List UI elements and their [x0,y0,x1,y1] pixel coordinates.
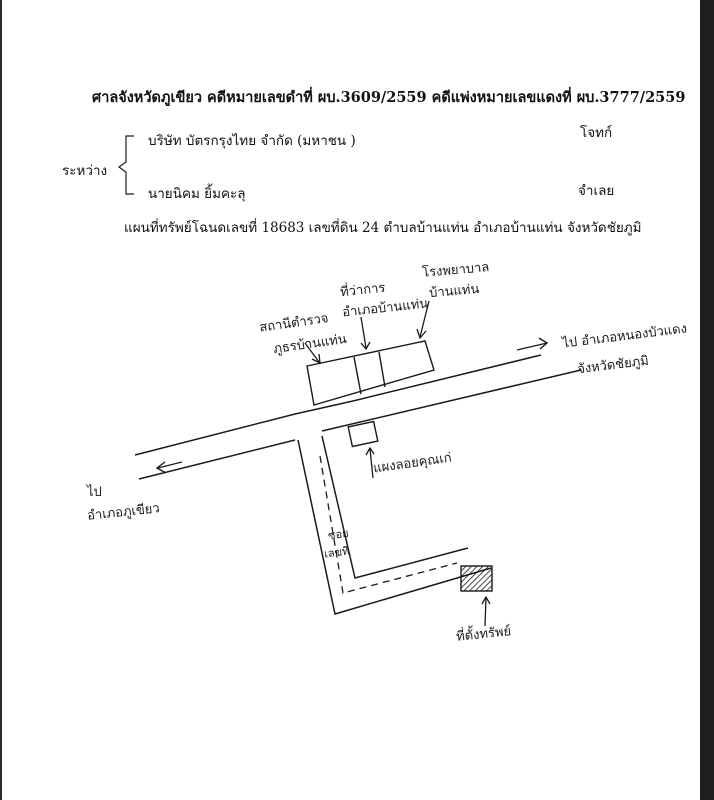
label-police-line2: ภูธรบ้านแท่น [272,331,348,358]
document-page [2,0,700,800]
property-box [461,566,492,591]
defendant-name: นายนิคม ยิ้มคะลุ [148,186,246,202]
label-to-right-line1: ไป อำเภอหนองบัวแดง [561,321,688,352]
label-to-left-line2: อำเภอภูเขียว [86,501,161,524]
between-label: ระหว่าง [62,163,108,179]
arrow-right [517,338,547,350]
label-soi-line1: ซอย [327,526,350,543]
plaintiff-role: โจทก์ [580,125,613,141]
label-district-line2: อำเภอบ้านแท่น [341,296,429,321]
label-to-right-line2: จังหวัดชัยภูมิ [576,353,650,378]
label-hospital-line2: บ้านแท่น [428,281,480,302]
defendant-role: จำเลย [578,183,615,199]
label-to-left-line1: ไป [87,485,102,500]
main-road [135,355,581,479]
shop-stall [348,422,378,447]
document-title: ศาลจังหวัดภูเขียว คดีหมายเลขดำที่ ผบ.3609/2559 คดีแพ่งหมายเลขแดงที่ ผบ.3777/2559 [92,89,686,106]
label-shop: แผงลอยคุณเก่ [372,450,453,477]
location-map [2,0,700,800]
label-hospital-line1: โรงพยาบาล [421,260,490,281]
label-district-line1: ที่ว่าการ [339,280,387,301]
viewer-edge [700,0,714,800]
arrow-district [361,317,370,349]
label-soi-line2: เลขที่ [323,544,351,561]
party-brace [119,136,134,194]
label-property: ที่ตั้งทรัพย์ [455,624,512,645]
map-caption: แผนที่ทรัพย์โฉนดเลขที่ 18683 เลขที่ดิน 24 ตำบลบ้านแท่น อำเภอบ้านแท่น จังหวัดชัยภูมิ [124,220,642,236]
label-police-line1: สถานีตำรวจ [258,311,330,336]
plaintiff-name: บริษัท บัตรกรุงไทย จำกัด (มหาชน ) [148,133,356,149]
